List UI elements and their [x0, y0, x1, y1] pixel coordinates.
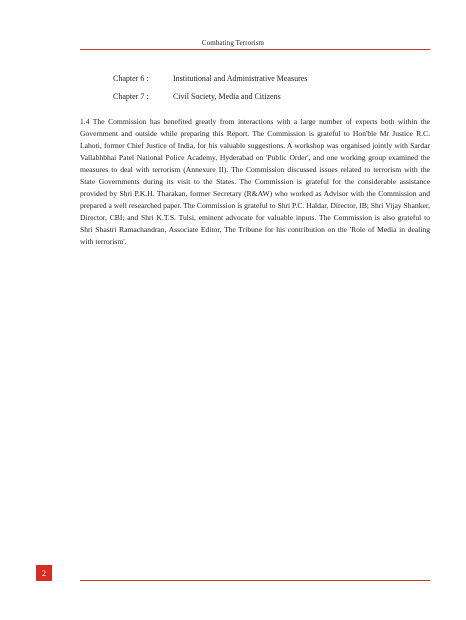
chapter-list — [113, 74, 307, 110]
header-rule — [80, 49, 430, 50]
footer-rule — [80, 580, 430, 581]
chapter-number: Chapter 7 : — [113, 92, 149, 101]
running-header: Combating Terrorism — [201, 39, 265, 47]
chapter-title: Institutional and Administrative Measures — [173, 74, 308, 83]
page-number-badge: 2 — [36, 565, 52, 581]
chapter-row — [113, 92, 307, 110]
chapter-title: Civil Society, Media and Citizens — [173, 92, 281, 101]
chapter-row — [113, 74, 307, 92]
body-paragraph: 1.4 The Commission has benefited greatly from interactions with a large number of experts both within the Government and outside while preparing this Report. The Commission is grateful to Hon'ble Mr Justice R.C. Lahoti, former Chief Justice of India, for his valuable suggestions. A workshop was organised jointly with Sardar Vallabhbhai Patel National Police Academy, Hyderabad on 'Public Order', and one working group examined the measures to deal with terrorism (Annexure II). The Commission discussed issues related to terrorism with the State Governments during its visit to the States. The Commission is grateful for the considerable assistance provided by Shri P.K.H. Tharakan, former Secretary (R&AW) who worked as Advisor with the Commission and prepared a well researched paper. The Commission is grateful to Shri P.C. Haldar, Director, IB; Shri Vijay Shanker, Director, CBI; and Shri K.T.S. Tulsi, eminent advocate for valuable inputs. The Commission is also grateful to Shri Shastri Ramachandran, Associate Editor, The Tribune for his contribution on the 'Role of Media in dealing with terrorism'. — [80, 117, 430, 247]
chapter-number: Chapter 6 : — [113, 74, 149, 83]
